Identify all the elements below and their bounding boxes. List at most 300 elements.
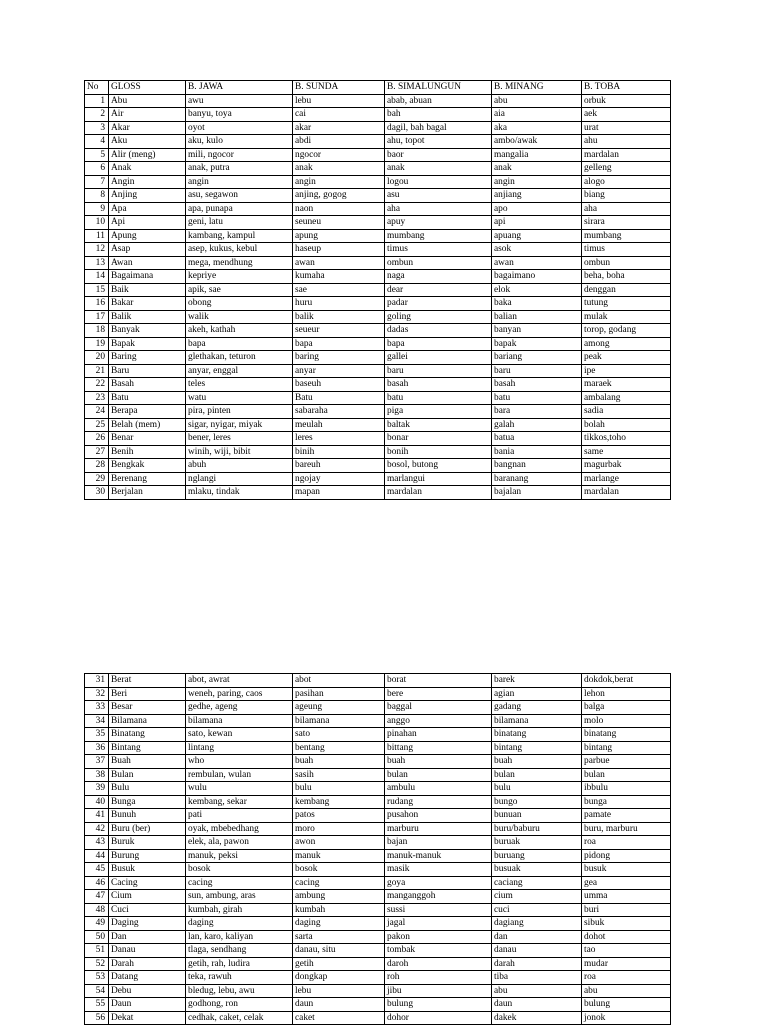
table-row <box>85 189 671 203</box>
table-cell: Darah <box>109 957 186 971</box>
table-cell: bener, leres <box>186 432 293 446</box>
table-row <box>85 486 671 500</box>
table-cell: Beri <box>109 687 186 701</box>
wordlist-table-bottom <box>84 673 671 1025</box>
table-cell: galah <box>492 418 582 432</box>
table-cell: anyar, enggal <box>186 364 293 378</box>
table-row <box>85 216 671 230</box>
table-cell: asep, kukus, kebul <box>186 243 293 257</box>
table-cell: pamate <box>582 809 671 823</box>
table-cell: Awan <box>109 256 186 270</box>
table-cell: roa <box>582 836 671 850</box>
row-number: 43 <box>85 836 109 850</box>
table-cell: marlange <box>582 472 671 486</box>
table-cell: bolah <box>582 418 671 432</box>
table-cell: nglangi <box>186 472 293 486</box>
table-row <box>85 364 671 378</box>
table-cell: api <box>492 216 582 230</box>
table-cell: Bengkak <box>109 459 186 473</box>
table-cell: apuang <box>492 229 582 243</box>
table-cell: roa <box>582 971 671 985</box>
table-cell: dongkap <box>293 971 385 985</box>
table-cell: aha <box>385 202 492 216</box>
column-header: B. SIMALUNGUN <box>385 81 492 95</box>
table-cell: bungo <box>492 795 582 809</box>
row-number: 3 <box>85 121 109 135</box>
table-cell: sato <box>293 728 385 742</box>
table-row <box>85 903 671 917</box>
row-number: 27 <box>85 445 109 459</box>
table-row <box>85 391 671 405</box>
table-cell: manuk <box>293 849 385 863</box>
table-cell: watu <box>186 391 293 405</box>
table-cell: baseuh <box>293 378 385 392</box>
table-cell: daroh <box>385 957 492 971</box>
row-number: 34 <box>85 714 109 728</box>
table-cell: ipe <box>582 364 671 378</box>
table-cell: apik, sae <box>186 283 293 297</box>
table-row <box>85 256 671 270</box>
table-cell: Akar <box>109 121 186 135</box>
row-number: 18 <box>85 324 109 338</box>
table-row <box>85 741 671 755</box>
table-cell: tao <box>582 944 671 958</box>
table-cell: gedhe, ageng <box>186 701 293 715</box>
table-cell: pasihan <box>293 687 385 701</box>
table-cell: buri <box>582 903 671 917</box>
table-cell: bapa <box>186 337 293 351</box>
table-cell: lebu <box>293 94 385 108</box>
table-cell: abot <box>293 674 385 688</box>
table-row <box>85 863 671 877</box>
table-cell: logou <box>385 175 492 189</box>
row-number: 47 <box>85 890 109 904</box>
table-cell: kumbah, girah <box>186 903 293 917</box>
table-cell: ambung <box>293 890 385 904</box>
row-number: 7 <box>85 175 109 189</box>
table-cell: winih, wiji, bibit <box>186 445 293 459</box>
table-cell: rembulan, wulan <box>186 768 293 782</box>
table-cell: manuk-manuk <box>385 849 492 863</box>
table-cell: sasih <box>293 768 385 782</box>
table-cell: patos <box>293 809 385 823</box>
table-row <box>85 957 671 971</box>
table-cell: baor <box>385 148 492 162</box>
table-cell: buruang <box>492 849 582 863</box>
table-cell: ombun <box>385 256 492 270</box>
table-cell: balga <box>582 701 671 715</box>
table-cell: Belah (mem) <box>109 418 186 432</box>
table-cell: baltak <box>385 418 492 432</box>
table-cell: tiba <box>492 971 582 985</box>
table-cell: binih <box>293 445 385 459</box>
table-row <box>85 998 671 1012</box>
table-cell: Baik <box>109 283 186 297</box>
table-cell: bintang <box>492 741 582 755</box>
table-cell: Asap <box>109 243 186 257</box>
table-cell: binatang <box>492 728 582 742</box>
table-cell: bara <box>492 405 582 419</box>
table-cell: apung <box>293 229 385 243</box>
row-number: 46 <box>85 876 109 890</box>
table-cell: borat <box>385 674 492 688</box>
table-cell: Bintang <box>109 741 186 755</box>
row-number: 37 <box>85 755 109 769</box>
table-cell: pinahan <box>385 728 492 742</box>
table-cell: Benar <box>109 432 186 446</box>
table-row <box>85 809 671 823</box>
row-number: 10 <box>85 216 109 230</box>
table-cell: who <box>186 755 293 769</box>
table-cell: abu <box>582 984 671 998</box>
table-cell: glethakan, teturon <box>186 351 293 365</box>
row-number: 28 <box>85 459 109 473</box>
table-cell: bulu <box>492 782 582 796</box>
table-cell: Banyak <box>109 324 186 338</box>
table-cell: sun, ambung, aras <box>186 890 293 904</box>
table-cell: kembang <box>293 795 385 809</box>
table-cell: same <box>582 445 671 459</box>
table-cell: bilamana <box>293 714 385 728</box>
table-cell: bulan <box>385 768 492 782</box>
table-cell: elok <box>492 283 582 297</box>
table-cell: Daging <box>109 917 186 931</box>
table-cell: bentang <box>293 741 385 755</box>
table-row <box>85 94 671 108</box>
table-cell: abu <box>492 94 582 108</box>
table-cell: sadia <box>582 405 671 419</box>
table-row <box>85 930 671 944</box>
table-cell: jonok <box>582 1011 671 1025</box>
row-number: 12 <box>85 243 109 257</box>
table-cell: barek <box>492 674 582 688</box>
table-cell: akeh, kathah <box>186 324 293 338</box>
table-cell: basah <box>385 378 492 392</box>
row-number: 21 <box>85 364 109 378</box>
table-cell: buah <box>385 755 492 769</box>
table-cell: banyu, toya <box>186 108 293 122</box>
table-cell: kambang, kampul <box>186 229 293 243</box>
row-number: 2 <box>85 108 109 122</box>
table-row <box>85 148 671 162</box>
table-cell: Basah <box>109 378 186 392</box>
table-cell: Daun <box>109 998 186 1012</box>
table-row <box>85 768 671 782</box>
table-row <box>85 121 671 135</box>
table-cell: sato, kewan <box>186 728 293 742</box>
table-row <box>85 755 671 769</box>
table-cell: bapa <box>385 337 492 351</box>
table-cell: anak <box>385 162 492 176</box>
row-number: 38 <box>85 768 109 782</box>
table-row <box>85 836 671 850</box>
table-cell: anjing, gogog <box>293 189 385 203</box>
table-cell: baggal <box>385 701 492 715</box>
table-cell: kumbah <box>293 903 385 917</box>
table-cell: Buru (ber) <box>109 822 186 836</box>
table-cell: aia <box>492 108 582 122</box>
wordlist-table-top <box>84 80 671 500</box>
table-cell: apa, punapa <box>186 202 293 216</box>
table-cell: Besar <box>109 701 186 715</box>
table-cell: bledug, lebu, awu <box>186 984 293 998</box>
table-cell: roh <box>385 971 492 985</box>
table-cell: aha <box>582 202 671 216</box>
table-cell: teka, rawuh <box>186 971 293 985</box>
table-cell: torop, godang <box>582 324 671 338</box>
row-number: 24 <box>85 405 109 419</box>
row-number: 36 <box>85 741 109 755</box>
table-cell: aku, kulo <box>186 135 293 149</box>
table-cell: cacing <box>186 876 293 890</box>
table-cell: Balik <box>109 310 186 324</box>
table-cell: piga <box>385 405 492 419</box>
table-row <box>85 378 671 392</box>
table-cell: daun <box>293 998 385 1012</box>
table-cell: padar <box>385 297 492 311</box>
table-cell: naga <box>385 270 492 284</box>
table-cell: peak <box>582 351 671 365</box>
table-cell: bonih <box>385 445 492 459</box>
table-cell: parbue <box>582 755 671 769</box>
row-number: 44 <box>85 849 109 863</box>
table-cell: Bunga <box>109 795 186 809</box>
table-row <box>85 283 671 297</box>
table-cell: jagal <box>385 917 492 931</box>
table-cell: cedhak, caket, celak <box>186 1011 293 1025</box>
table-cell: cium <box>492 890 582 904</box>
table-row <box>85 432 671 446</box>
table-row <box>85 175 671 189</box>
table-cell: huru <box>293 297 385 311</box>
table-cell: bania <box>492 445 582 459</box>
table-cell: Berenang <box>109 472 186 486</box>
table-cell: goya <box>385 876 492 890</box>
table-cell: ambalang <box>582 391 671 405</box>
table-cell: mardalan <box>385 486 492 500</box>
row-number: 30 <box>85 486 109 500</box>
row-number: 1 <box>85 94 109 108</box>
table-cell: teles <box>186 378 293 392</box>
table-cell: Bapak <box>109 337 186 351</box>
table-cell: bareuh <box>293 459 385 473</box>
table-row <box>85 310 671 324</box>
table-cell: mardalan <box>582 486 671 500</box>
row-number: 29 <box>85 472 109 486</box>
table-cell: baru <box>492 364 582 378</box>
table-cell: mlaku, tindak <box>186 486 293 500</box>
table-cell: caciang <box>492 876 582 890</box>
table-cell: danau, situ <box>293 944 385 958</box>
table-cell: Bilamana <box>109 714 186 728</box>
table-cell: abdi <box>293 135 385 149</box>
table-cell: kumaha <box>293 270 385 284</box>
table-cell: dadas <box>385 324 492 338</box>
table-cell: Cuci <box>109 903 186 917</box>
table-cell: ngocor <box>293 148 385 162</box>
table-cell: daging <box>293 917 385 931</box>
table-cell: Dekat <box>109 1011 186 1025</box>
table-cell: ibbulu <box>582 782 671 796</box>
table-row <box>85 270 671 284</box>
table-cell: sae <box>293 283 385 297</box>
table-cell: Benih <box>109 445 186 459</box>
table-cell: dohor <box>385 1011 492 1025</box>
table-cell: caket <box>293 1011 385 1025</box>
row-number: 14 <box>85 270 109 284</box>
table-row <box>85 714 671 728</box>
table-cell: getih, rah, ludira <box>186 957 293 971</box>
table-cell: batu <box>385 391 492 405</box>
table-cell: bulan <box>582 768 671 782</box>
table-cell: lebu <box>293 984 385 998</box>
row-number: 31 <box>85 674 109 688</box>
table-cell: Datang <box>109 971 186 985</box>
table-cell: oyak, mbebedhang <box>186 822 293 836</box>
table-row <box>85 876 671 890</box>
table-row <box>85 728 671 742</box>
table-row <box>85 822 671 836</box>
table-cell: apuy <box>385 216 492 230</box>
row-number: 11 <box>85 229 109 243</box>
table-cell: Buah <box>109 755 186 769</box>
table-cell: sigar, nyigar, miyak <box>186 418 293 432</box>
table-cell: manganggoh <box>385 890 492 904</box>
row-number: 17 <box>85 310 109 324</box>
table-cell: among <box>582 337 671 351</box>
table-cell: pusahon <box>385 809 492 823</box>
row-number: 55 <box>85 998 109 1012</box>
table-cell: Debu <box>109 984 186 998</box>
table-cell: bonar <box>385 432 492 446</box>
table-cell: mardalan <box>582 148 671 162</box>
table-cell: mapan <box>293 486 385 500</box>
table-cell: maraek <box>582 378 671 392</box>
column-header: B. TOBA <box>582 81 671 95</box>
table-cell: ambulu <box>385 782 492 796</box>
table-cell: baka <box>492 297 582 311</box>
table-row <box>85 337 671 351</box>
table-row <box>85 445 671 459</box>
table-cell: dohot <box>582 930 671 944</box>
table-cell: tutung <box>582 297 671 311</box>
row-number: 42 <box>85 822 109 836</box>
table-cell: bunga <box>582 795 671 809</box>
table-cell: Apung <box>109 229 186 243</box>
table-cell: Aku <box>109 135 186 149</box>
table-cell: Abu <box>109 94 186 108</box>
row-number: 20 <box>85 351 109 365</box>
table-cell: bintang <box>582 741 671 755</box>
table-row <box>85 795 671 809</box>
table-cell: Cium <box>109 890 186 904</box>
table-row <box>85 108 671 122</box>
table-cell: meulah <box>293 418 385 432</box>
table-cell: buah <box>293 755 385 769</box>
table-row <box>85 351 671 365</box>
table-cell: Bulu <box>109 782 186 796</box>
table-cell: apo <box>492 202 582 216</box>
table-row <box>85 971 671 985</box>
table-cell: sussi <box>385 903 492 917</box>
table-cell: sarta <box>293 930 385 944</box>
row-number: 56 <box>85 1011 109 1025</box>
table-cell: darah <box>492 957 582 971</box>
row-number: 48 <box>85 903 109 917</box>
table-cell: Air <box>109 108 186 122</box>
table-cell: naon <box>293 202 385 216</box>
table-cell: alogo <box>582 175 671 189</box>
table-cell: pati <box>186 809 293 823</box>
row-number: 33 <box>85 701 109 715</box>
table-cell: seueur <box>293 324 385 338</box>
table-cell: dokdok,berat <box>582 674 671 688</box>
table-cell: busuak <box>492 863 582 877</box>
table-cell: gadang <box>492 701 582 715</box>
table-cell: basah <box>492 378 582 392</box>
table-cell: abab, abuan <box>385 94 492 108</box>
table-row <box>85 202 671 216</box>
table-row <box>85 297 671 311</box>
table-cell: anak <box>293 162 385 176</box>
table-cell: Api <box>109 216 186 230</box>
table-cell: tlaga, sendhang <box>186 944 293 958</box>
table-cell: Bulan <box>109 768 186 782</box>
table-cell: buruak <box>492 836 582 850</box>
table-row <box>85 418 671 432</box>
row-number: 16 <box>85 297 109 311</box>
table-cell: angin <box>186 175 293 189</box>
row-number: 19 <box>85 337 109 351</box>
table-row <box>85 917 671 931</box>
table-cell: ambo/awak <box>492 135 582 149</box>
table-cell: geni, latu <box>186 216 293 230</box>
table-cell: Berjalan <box>109 486 186 500</box>
table-cell: oyot <box>186 121 293 135</box>
table-cell: bosok <box>186 863 293 877</box>
table-cell: Batu <box>109 391 186 405</box>
table-row <box>85 849 671 863</box>
table-cell: mumbang <box>582 229 671 243</box>
table-cell: weneh, paring, caos <box>186 687 293 701</box>
row-number: 52 <box>85 957 109 971</box>
row-number: 22 <box>85 378 109 392</box>
table-cell: molo <box>582 714 671 728</box>
table-cell: goling <box>385 310 492 324</box>
table-cell: mudar <box>582 957 671 971</box>
table-cell: abuh <box>186 459 293 473</box>
table-cell: angin <box>492 175 582 189</box>
table-cell: orbuk <box>582 94 671 108</box>
row-number: 8 <box>85 189 109 203</box>
row-number: 40 <box>85 795 109 809</box>
table-cell: elek, ala, pawon <box>186 836 293 850</box>
table-cell: Anjing <box>109 189 186 203</box>
table-cell: mili, ngocor <box>186 148 293 162</box>
table-cell: buru/baburu <box>492 822 582 836</box>
table-cell: dakek <box>492 1011 582 1025</box>
table-cell: bilamana <box>492 714 582 728</box>
table-row <box>85 405 671 419</box>
table-cell: banyan <box>492 324 582 338</box>
table-cell: pakon <box>385 930 492 944</box>
table-cell: bosol, butong <box>385 459 492 473</box>
table-cell: Bakar <box>109 297 186 311</box>
row-number: 9 <box>85 202 109 216</box>
row-number: 39 <box>85 782 109 796</box>
table-cell: bariang <box>492 351 582 365</box>
table-cell: sirara <box>582 216 671 230</box>
